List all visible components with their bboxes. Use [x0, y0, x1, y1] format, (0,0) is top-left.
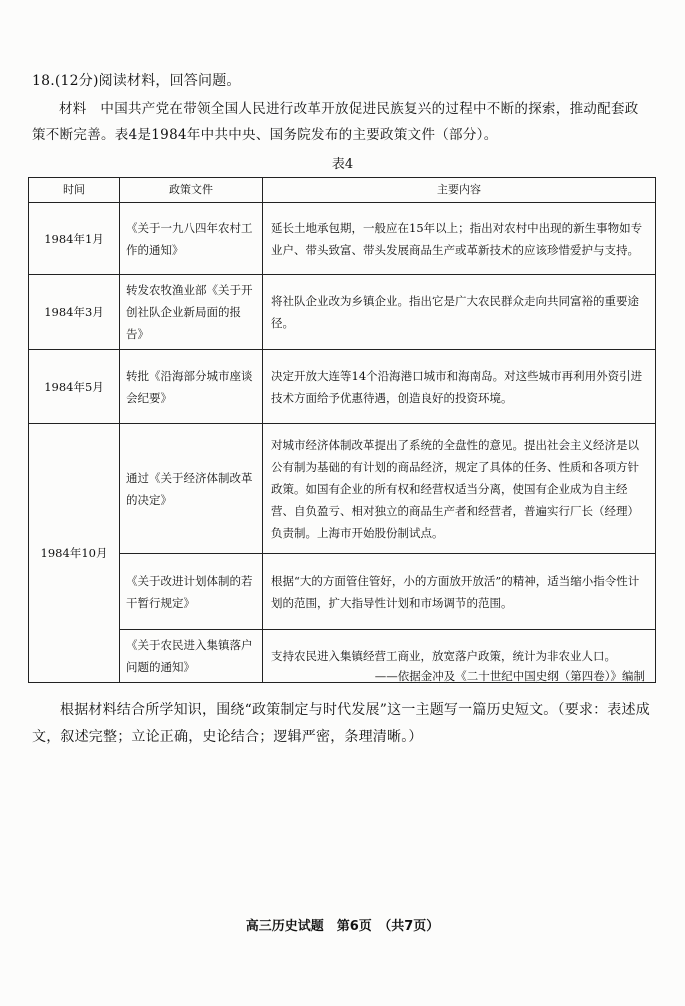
- table-source: ——依据金冲及《二十世纪中国史纲（第四卷）》编制: [374, 669, 645, 683]
- row-content: 决定开放大连等14个沿海港口城市和海南岛。对这些城市再利用外资引进技术方面给予优惠待遇，创造良好的投资环境。: [263, 350, 656, 424]
- task-prompt: 根据材料结合所学知识，围绕“政策制定与时代发展”这一主题写一篇历史短文。（要求：表述成文，叙述完整；立论正确，史论结合；逻辑严密，条理清晰。）: [32, 702, 650, 745]
- row-time: 1984年10月: [29, 424, 120, 683]
- row-doc: 《关于改进计划体制的若干暂行规定》: [120, 554, 263, 630]
- table-row: [29, 554, 656, 630]
- table-row: [29, 275, 656, 350]
- policy-table: [28, 177, 656, 683]
- row-content: 根据“大的方面管住管好，小的方面放开放活”的精神，适当缩小指令性计划的范围，扩大指导性计划和市场调节的范围。: [263, 554, 656, 630]
- page-footer: 高三历史试题 第6页 （共7页）: [245, 919, 440, 934]
- row-time: 1984年1月: [29, 203, 120, 275]
- header-content: 主要内容: [263, 178, 656, 203]
- row-doc: 转发农牧渔业部《关于开创社队企业新局面的报告》: [120, 275, 263, 350]
- row-doc: 转批《沿海部分城市座谈会纪要》: [120, 350, 263, 424]
- row-doc: 《关于农民进入集镇落户问题的通知》: [120, 630, 263, 683]
- table-row: [29, 203, 656, 275]
- row-doc: 《关于一九八四年农村工作的通知》: [120, 203, 263, 275]
- table-caption: 表4: [331, 157, 354, 172]
- row-content: 延长土地承包期，一般应在15年以上；指出对农村中出现的新生事物如专业户、带头致富、带头发展商品生产或革新技术的应该珍惜爱护与支持。: [263, 203, 656, 275]
- row-doc: 通过《关于经济体制改革的决定》: [120, 424, 263, 554]
- row-content: 支持农民进入集镇经营工商业，放宽落户政策，统计为非农业人口。: [263, 630, 656, 683]
- header-doc: 政策文件: [120, 178, 263, 203]
- question-header: 18.(12分)阅读材料，回答问题。: [32, 73, 241, 89]
- table-header-row: [29, 178, 656, 203]
- table-row: [29, 350, 656, 424]
- row-time: 1984年5月: [29, 350, 120, 424]
- row-content: 对城市经济体制改革提出了系统的全盘性的意见。提出社会主义经济是以公有制为基础的有计划的商品经济，规定了具体的任务、性质和各项方针政策。如国有企业的所有权和经营权适当分离，使国有企业成为自主经营、自负盈亏、相对独立的商品生产者和经营者，普遍实行厂长（经理）负责制。上海市开始股份制试点。: [263, 424, 656, 554]
- table-row: [29, 424, 656, 554]
- row-content: 将社队企业改为乡镇企业。指出它是广大农民群众走向共同富裕的重要途径。: [263, 275, 656, 350]
- row-time: 1984年3月: [29, 275, 120, 350]
- header-time: 时间: [29, 178, 120, 203]
- material-intro: 材料 中国共产党在带领全国人民进行改革开放促进民族复兴的过程中不断的探索，推动配套政策不断完善。表4是1984年中共中央、国务院发布的主要政策文件（部分）。: [32, 101, 639, 143]
